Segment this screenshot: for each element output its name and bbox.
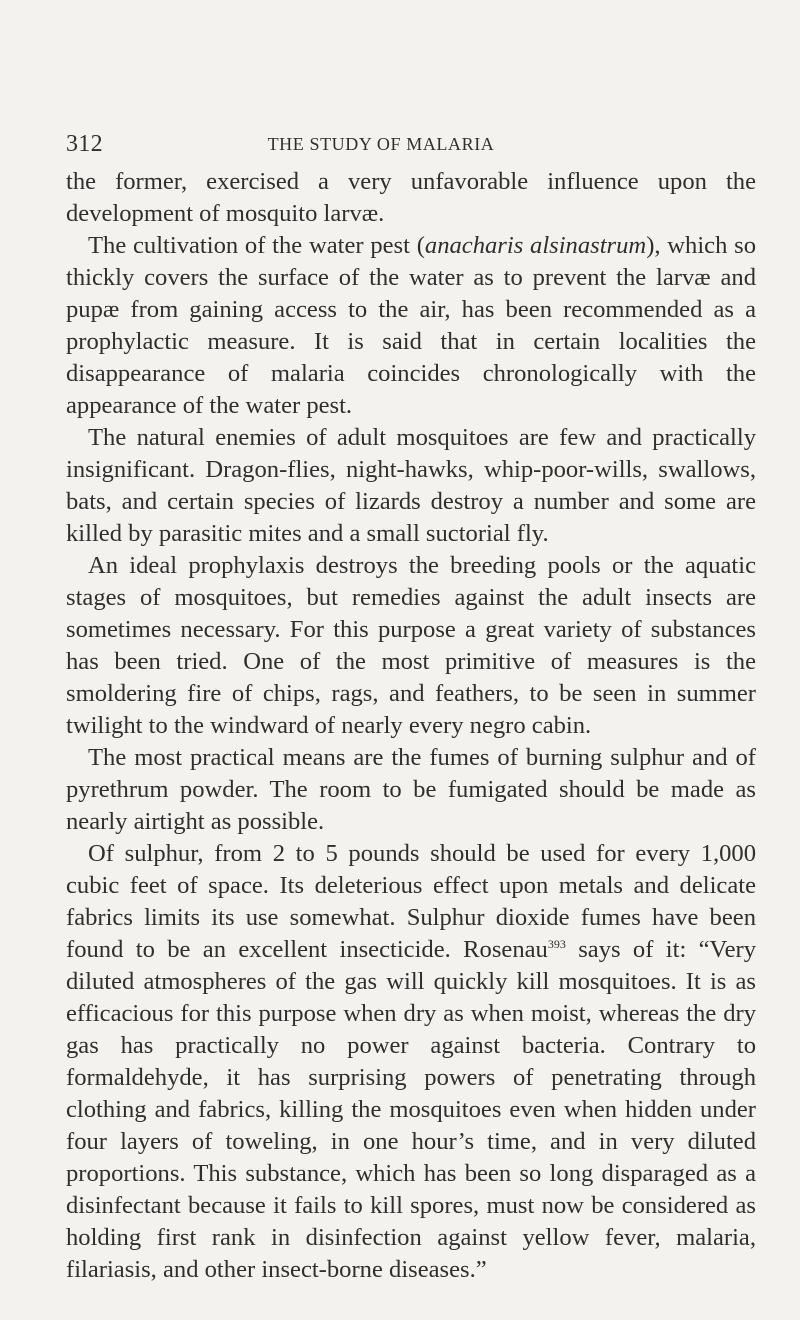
paragraph-text-before-citation: Of sulphur, from 2 to 5 pounds should be used for every 1,000 cubic feet of space. Its deleterious effect upon metals and delicate fabrics limits its use somewhat. Sulphur dioxide fumes have been found to be an excellent insecticide. Rosenau <box>66 840 756 963</box>
paragraph-text: the former, exercised a very unfavorable influence upon the development of mosquito larvæ. <box>66 168 756 227</box>
page-number: 312 <box>66 131 103 157</box>
paragraph-text-before-italic: The cultivation of the water pest ( <box>88 232 425 259</box>
paragraph-prophylaxis <box>66 550 756 742</box>
paragraph-text: An ideal prophylaxis destroys the breeding pools or the aquatic stages of mosquitoes, but remedies against the adult insects are sometimes necessary. For this purpose a great variety of substances has been tried. One of the most primitive of measures is the smoldering fire of chips, rags, and feathers, to be seen in summer twilight to the windward of nearly every negro cabin. <box>66 552 756 739</box>
species-name: anacharis alsinastrum <box>424 232 647 259</box>
paragraph-text-after-citation: says of it: “Very diluted atmospheres of the gas will quickly kill mosquitoes. It is as efficacious for this purpose when dry as when moist, whereas the dry gas has practically no power against bacteria. Contrary to formaldehyde, it has surprising powers of penetrating through clothing and fabrics, killing the mosquitoes even when hidden under four layers of toweling, in one hour’s time, and in very diluted proportions. This substance, which has been so long disparaged as a disinfectant because it fails to kill spores, must now be considered as holding first rank in disinfection against yellow fever, malaria, filariasis, and other insect-borne diseases.” <box>66 936 756 1283</box>
paragraph-sulphur <box>66 838 756 1286</box>
paragraph-text: The most practical means are the fumes of burning sulphur and of pyrethrum powder. The room to be fumigated should be made as nearly airtight as possible. <box>66 744 756 835</box>
citation-superscript: 393 <box>547 937 566 951</box>
paragraph-fumigation <box>66 742 756 838</box>
paragraph-water-pest <box>66 230 756 422</box>
paragraph-continuation <box>66 166 756 230</box>
running-head: THE STUDY OF MALARIA <box>267 134 495 154</box>
paragraph-natural-enemies <box>66 422 756 550</box>
body-text <box>66 166 756 1286</box>
page-header <box>66 126 756 162</box>
paragraph-text: The natural enemies of adult mosquitoes are few and practically insignificant. Dragon-flies, night-hawks, whip-poor-wills, swallows, bats, and certain species of lizards destroy a number and some are killed by parasitic mites and a small suctorial fly. <box>66 424 756 547</box>
paragraph-text-after-italic: ), which so thickly covers the surface of the water as to prevent the larvæ and pupæ from gaining access to the air, has been recommended as a prophylactic measure. It is said that in certain localities the disappearance of malaria coincides chronologically with the appearance of the water pest. <box>66 232 757 419</box>
